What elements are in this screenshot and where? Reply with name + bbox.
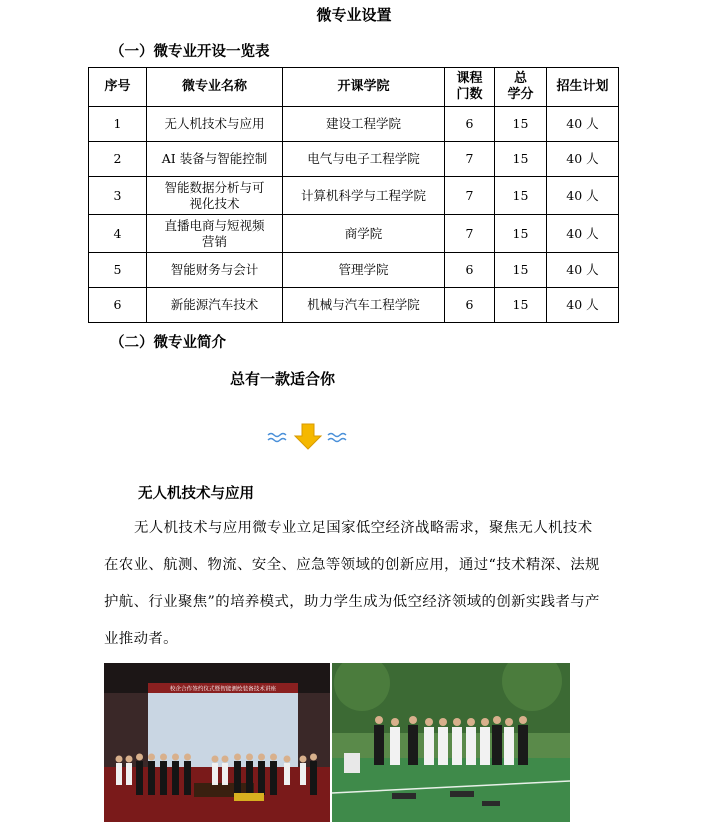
cell-courses: 6 xyxy=(445,107,495,142)
table-row xyxy=(89,215,619,253)
cell-courses: 7 xyxy=(445,215,495,253)
table-row xyxy=(89,142,619,177)
cell-college: 建设工程学院 xyxy=(283,107,445,142)
cell-credits: 15 xyxy=(495,253,547,288)
cell-name xyxy=(147,288,283,323)
cell-name xyxy=(147,177,283,215)
header-courses-line1: 课程 xyxy=(456,71,483,86)
header-college: 开课学院 xyxy=(283,68,445,107)
cell-enroll: 40 人 xyxy=(547,107,619,142)
cell-name-line1: 智能数据分析与可 xyxy=(164,179,265,195)
cell-courses: 6 xyxy=(445,253,495,288)
wave-right-icon xyxy=(328,434,346,442)
table-header-row xyxy=(89,68,619,107)
down-arrow-icon xyxy=(266,422,350,450)
cell-credits: 15 xyxy=(495,107,547,142)
cell-courses: 7 xyxy=(445,177,495,215)
header-courses-line2: 门数 xyxy=(456,87,483,102)
header-name: 微专业名称 xyxy=(147,68,283,107)
cell-credits: 15 xyxy=(495,288,547,323)
cell-no: 4 xyxy=(89,215,147,253)
cell-no: 1 xyxy=(89,107,147,142)
major-title: 无人机技术与应用 xyxy=(138,485,254,502)
cell-name-line1: AI 装备与智能控制 xyxy=(161,151,268,166)
page-title: 微专业设置 xyxy=(316,6,392,24)
wave-left-icon xyxy=(268,434,286,442)
banner-text: 校企合作签约仪式暨智能测绘装备技术讲座 xyxy=(169,686,277,693)
cell-college: 管理学院 xyxy=(283,253,445,288)
cell-no: 3 xyxy=(89,177,147,215)
section-heading-table: （一）微专业开设一览表 xyxy=(110,44,270,60)
cell-enroll: 40 人 xyxy=(547,253,619,288)
cell-enroll: 40 人 xyxy=(547,177,619,215)
cell-credits: 15 xyxy=(495,177,547,215)
section-heading-intro: （二）微专业简介 xyxy=(110,335,226,351)
cell-name xyxy=(147,215,283,253)
cell-college: 计算机科学与工程学院 xyxy=(283,177,445,215)
table-row xyxy=(89,177,619,215)
header-courses xyxy=(445,68,495,107)
cell-courses: 6 xyxy=(445,288,495,323)
cell-enroll: 40 人 xyxy=(547,142,619,177)
cell-no: 2 xyxy=(89,142,147,177)
table-row xyxy=(89,253,619,288)
drone-team-photo xyxy=(332,663,570,822)
header-credits xyxy=(495,68,547,107)
cell-name-line1: 新能源汽车技术 xyxy=(170,297,259,312)
major-table xyxy=(88,67,619,323)
major-description: 无人机技术与应用微专业立足国家低空经济战略需求，聚焦无人机技术在农业、航测、物流、安全、应急等领域的创新应用，通过“技术精深、法规护航、行业聚焦”的培养模式，助力学生成为低空经济领域的创新实践者与产业推动者。 xyxy=(104,520,600,647)
header-no: 序号 xyxy=(89,68,147,107)
header-enroll: 招生计划 xyxy=(547,68,619,107)
cell-enroll: 40 人 xyxy=(547,215,619,253)
cell-name xyxy=(147,142,283,177)
signing-ceremony-photo xyxy=(104,663,330,822)
cell-credits: 15 xyxy=(495,215,547,253)
cell-name xyxy=(147,107,283,142)
cell-name-line1: 无人机技术与应用 xyxy=(164,116,265,131)
table-row xyxy=(89,288,619,323)
slogan: 总有一款适合你 xyxy=(230,370,336,388)
cell-credits: 15 xyxy=(495,142,547,177)
cell-college: 电气与电子工程学院 xyxy=(283,142,445,177)
header-credits-line2: 学分 xyxy=(507,87,534,102)
table-row xyxy=(89,107,619,142)
cell-no: 5 xyxy=(89,253,147,288)
cell-name xyxy=(147,253,283,288)
cell-name-line2: 视化技术 xyxy=(189,195,240,211)
cell-name-line1: 智能财务与会计 xyxy=(170,262,259,277)
cell-college: 机械与汽车工程学院 xyxy=(283,288,445,323)
cell-enroll: 40 人 xyxy=(547,288,619,323)
cell-name-line1: 直播电商与短视频 xyxy=(164,217,265,233)
header-credits-line1: 总 xyxy=(513,71,527,86)
cell-no: 6 xyxy=(89,288,147,323)
cell-name-line2: 营销 xyxy=(201,233,227,249)
cell-courses: 7 xyxy=(445,142,495,177)
cell-college: 商学院 xyxy=(283,215,445,253)
